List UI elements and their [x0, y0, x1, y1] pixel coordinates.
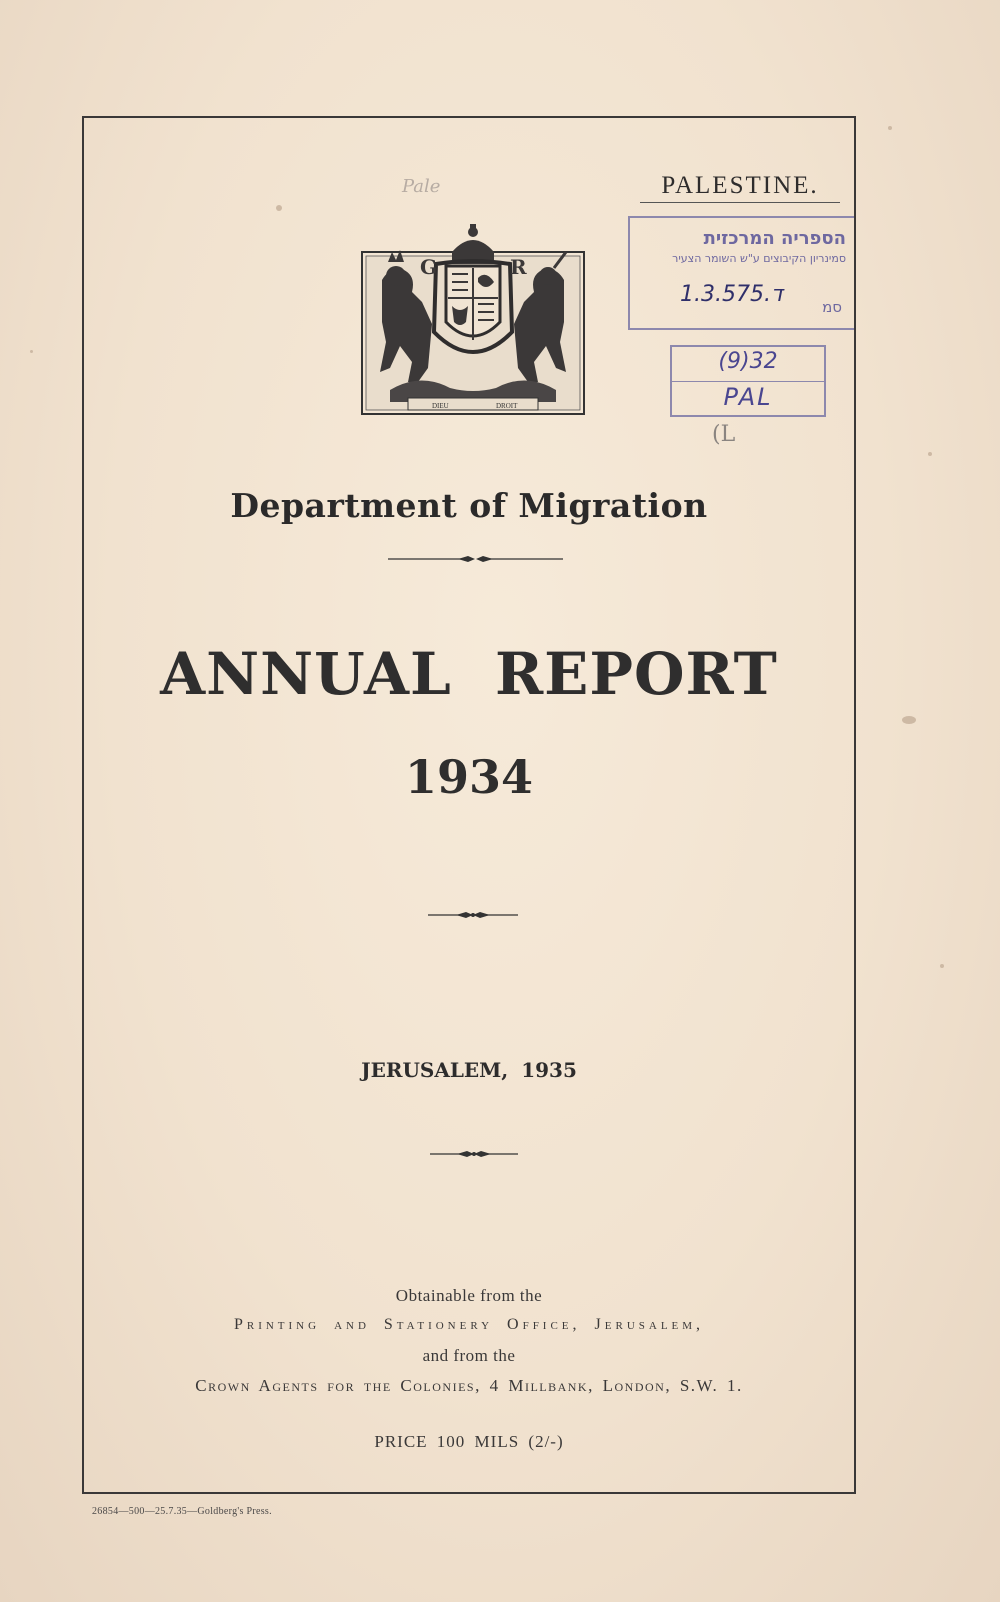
paper-speck: [30, 350, 33, 353]
royal-coat-of-arms-icon: [360, 222, 586, 416]
paper-speck: [928, 452, 932, 456]
department-title: Department of Migration: [230, 486, 708, 525]
obtainable-line-3: and from the: [422, 1346, 516, 1365]
svg-text:G: G: [420, 255, 438, 279]
library-stamp: [628, 216, 854, 330]
ornamental-rule-icon: [428, 911, 518, 919]
svg-text:DROIT: DROIT: [496, 402, 518, 410]
library-stamp-title: הספריה המרכזית: [703, 228, 846, 249]
ornamental-rule-icon: [388, 555, 563, 563]
library-stamp-handwriting: 1.3.ד.575: [680, 282, 783, 307]
pencil-note: Pale: [402, 176, 441, 197]
library-stamp-subtitle: סמינריון הקיבוצים ע"ש השומר הצעיר: [672, 252, 846, 265]
obtainable-line-4: Crown Agents for the Colonies, 4 Millbank, London, S.W. 1.: [195, 1376, 743, 1395]
region-label: PALESTINE.: [640, 172, 840, 203]
place-and-year: JERUSALEM, 1935: [361, 1058, 577, 1082]
shelf-mark-number: (9)32: [718, 349, 778, 374]
shelf-mark-code: PAL: [723, 383, 773, 411]
shelf-mark-divider: [672, 381, 824, 382]
printer-imprint: 26854—500—25.7.35—Goldberg's Press.: [92, 1506, 272, 1517]
report-title: ANNUAL REPORT: [160, 640, 778, 708]
paper-speck: [902, 716, 916, 724]
paper-speck: [888, 126, 892, 130]
handwritten-mark: (L: [712, 422, 736, 447]
ornamental-rule-icon: [430, 1150, 518, 1158]
obtainable-line-2: Printing and Stationery Office, Jerusalem,: [233, 1316, 705, 1333]
svg-text:R: R: [510, 255, 527, 279]
paper-speck: [940, 964, 944, 968]
price-line: PRICE 100 MILS (2/-): [374, 1432, 564, 1451]
report-year: 1934: [404, 750, 534, 804]
obtainable-line-1: Obtainable from the: [395, 1286, 543, 1305]
shelf-mark-stamp: [670, 345, 826, 417]
library-stamp-mark: סמ: [822, 298, 842, 316]
svg-text:DIEU: DIEU: [432, 402, 449, 410]
